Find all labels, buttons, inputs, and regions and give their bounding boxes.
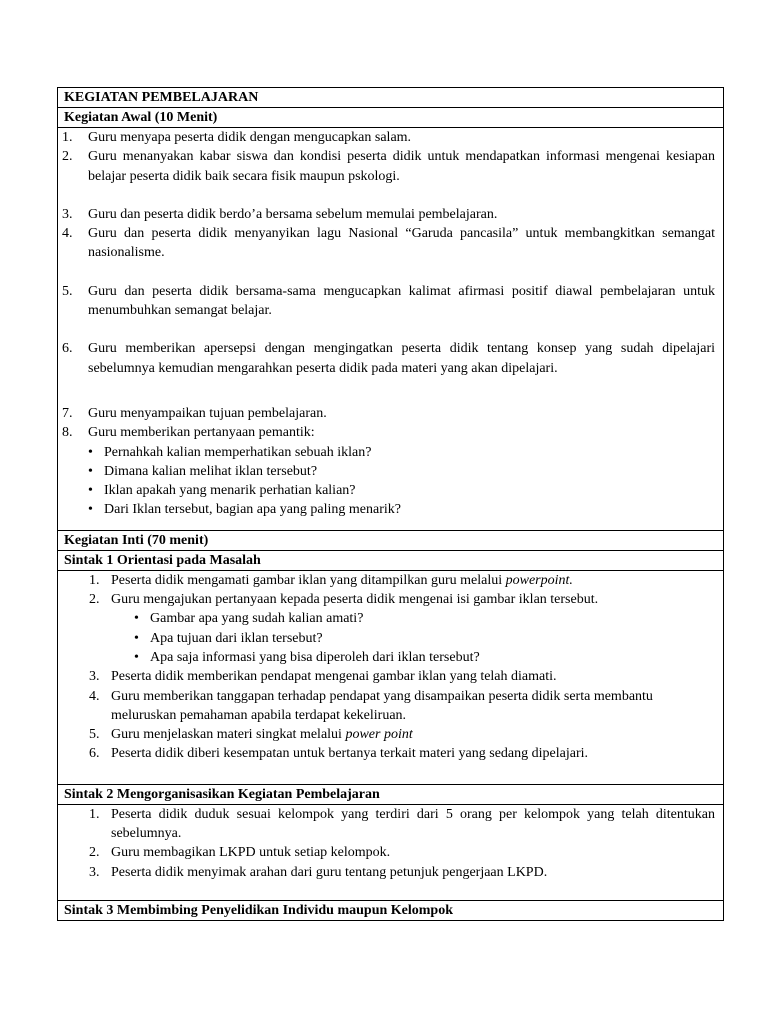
bullet-item: • Dari Iklan tersebut, bagian apa yang paling menarik?	[88, 502, 401, 518]
list-item: 2. Guru mengajukan pertanyaan kepada peserta didik mengenai isi gambar iklan tersebut.	[89, 592, 599, 608]
list-item: 5. Guru dan peserta didik bersama-sama mengucapkan kalimat afirmasi positif diawal pembelajaran untuk menumbuhkan semangat belajar.	[62, 283, 715, 319]
list-item: 3. Peserta didik menyimak arahan dari guru tentang petunjuk pengerjaan LKPD.	[89, 864, 548, 880]
bullet-item: • Pernahkah kalian memperhatikan sebuah iklan?	[88, 444, 372, 460]
kegiatan-awal-content	[58, 127, 723, 530]
list-item: 3. Peserta didik memberikan pendapat mengenai gambar iklan yang telah diamati.	[89, 669, 557, 685]
sintak-1-heading: Sintak 1 Orientasi pada Masalah	[58, 550, 723, 570]
sintak-2-heading: Sintak 2 Mengorganisasikan Kegiatan Pembelajaran	[58, 784, 723, 804]
sintak-3-heading: Sintak 3 Membimbing Penyelidikan Individu maupun Kelompok	[58, 900, 723, 920]
kegiatan-awal-heading: Kegiatan Awal (10 Menit)	[58, 107, 723, 127]
list-item: 8. Guru memberikan pertanyaan pemantik:	[62, 425, 315, 441]
sintak-1-content	[58, 570, 723, 784]
list-item: 2. Guru membagikan LKPD untuk setiap kelompok.	[89, 845, 391, 861]
list-item: 6. Guru memberikan apersepsi dengan mengingatkan peserta didik tentang konsep yang sudah dipelajari sebelumnya kemudian mengarahkan peserta didik pada materi yang akan dipelajari.	[62, 341, 715, 376]
list-item: 6. Peserta didik diberi kesempatan untuk bertanya terkait materi yang sedang dipelajari.	[89, 746, 588, 762]
bullet-item: • Apa saja informasi yang bisa diperoleh dari iklan tersebut?	[134, 649, 480, 665]
list-item: 4. Guru memberikan tanggapan terhadap pendapat yang disampaikan peserta didik serta membantu meluruskan pemahaman apabila terdapat kekeliruan.	[89, 688, 653, 723]
list-item: 5. Guru menjelaskan materi singkat melalui power point	[89, 727, 413, 743]
bullet-item: • Iklan apakah yang menarik perhatian kalian?	[88, 483, 356, 499]
list-item: 7. Guru menyampaikan tujuan pembelajaran.	[62, 405, 327, 421]
table-title: KEGIATAN PEMBELAJARAN	[64, 90, 259, 105]
list-item: 3. Guru dan peserta didik berdo’a bersama sebelum memulai pembelajaran.	[62, 206, 498, 222]
list-item: 4. Guru dan peserta didik menyanyikan lagu Nasional “Garuda pancasila” untuk membangkitkan semangat nasionalisme.	[62, 226, 715, 261]
lesson-activities-table	[57, 87, 724, 921]
sintak-2-content	[58, 804, 723, 900]
list-item: 1. Guru menyapa peserta didik dengan mengucapkan salam.	[62, 130, 412, 145]
kegiatan-inti-heading: Kegiatan Inti (70 menit)	[58, 530, 723, 550]
bullet-item: • Dimana kalian melihat iklan tersebut?	[88, 463, 318, 479]
list-item: 1. Peserta didik mengamati gambar iklan yang ditampilkan guru melalui powerpoint.	[89, 572, 573, 588]
list-item: 1. Peserta didik duduk sesuai kelompok yang terdiri dari 5 orang per kelompok yang telah ditentukan sebelumnya.	[89, 806, 715, 842]
bullet-item: • Apa tujuan dari iklan tersebut?	[134, 630, 323, 646]
bullet-item: • Gambar apa yang sudah kalian amati?	[134, 611, 364, 627]
list-item: 2. Guru menanyakan kabar siswa dan kondisi peserta didik untuk mendapatkan informasi mengenai kesiapan belajar peserta didik baik secara fisik maupun pskologi.	[62, 149, 715, 184]
